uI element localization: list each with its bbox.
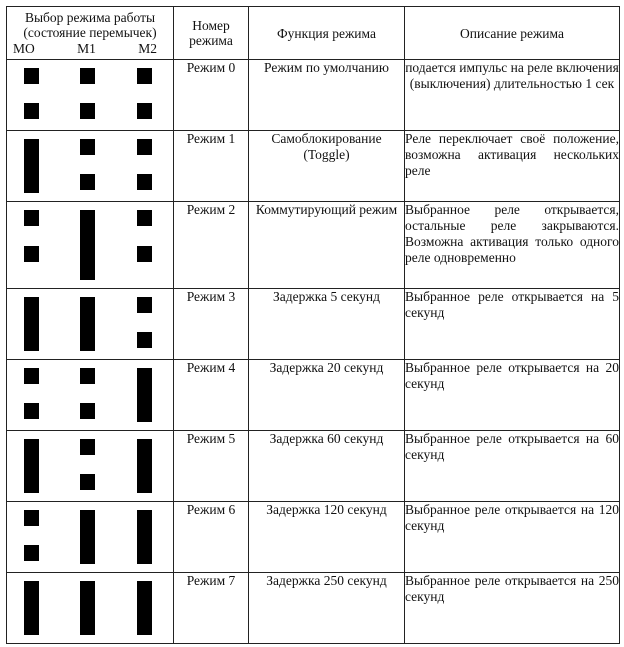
header-jumper-m1: М1	[77, 41, 96, 56]
jumper-open-top-block	[137, 68, 152, 84]
header-description: Описание режима	[405, 7, 620, 60]
jumper-state-cell	[7, 502, 174, 573]
header-function: Функция режима	[249, 7, 405, 60]
table-row	[7, 60, 620, 131]
mode-number-cell: Режим 2	[174, 202, 249, 289]
mode-function-cell: Задержка 5 секунд	[249, 289, 405, 360]
jumper-closed-block	[24, 139, 39, 193]
jumper-open-top-block	[24, 210, 39, 226]
mode-function-cell: Задержка 60 секунд	[249, 431, 405, 502]
jumper-open-top-block	[137, 139, 152, 155]
table-row	[7, 131, 620, 202]
header-jumper-m0: МО	[13, 41, 35, 56]
jumper-open-bottom-block	[137, 246, 152, 262]
jumper-open-bottom-block	[80, 103, 95, 119]
jumper-closed-block	[137, 581, 152, 635]
jumper-closed-block	[80, 581, 95, 635]
mode-function-cell: Самоблокирование (Toggle)	[249, 131, 405, 202]
mode-description-cell: Выбранное реле открывается на 120 секунд	[405, 502, 620, 573]
table-row	[7, 360, 620, 431]
mode-function-cell: Коммутирующий режим	[249, 202, 405, 289]
jumper-state-cell	[7, 60, 174, 131]
table-row	[7, 202, 620, 289]
jumper-closed-block	[24, 581, 39, 635]
jumper-open-bottom-block	[137, 103, 152, 119]
modes-table	[6, 6, 620, 644]
jumper-open-top-block	[137, 297, 152, 313]
mode-number-cell: Режим 3	[174, 289, 249, 360]
mode-description-cell: подается импульс на реле включения (выключения) длительностью 1 сек	[405, 60, 620, 131]
mode-number-cell: Режим 0	[174, 60, 249, 131]
table-row	[7, 573, 620, 644]
header-jumper-m2: М2	[138, 41, 157, 56]
jumper-open-bottom-block	[80, 174, 95, 190]
jumper-closed-block	[137, 368, 152, 422]
jumper-open-top-block	[80, 139, 95, 155]
jumper-closed-block	[80, 510, 95, 564]
header-mode-number: Номер режима	[174, 7, 249, 60]
mode-function-cell: Задержка 120 секунд	[249, 502, 405, 573]
mode-number-cell: Режим 6	[174, 502, 249, 573]
jumper-open-bottom-block	[24, 103, 39, 119]
jumper-open-bottom-block	[24, 545, 39, 561]
table-row	[7, 502, 620, 573]
mode-number-cell: Режим 5	[174, 431, 249, 502]
jumper-open-top-block	[24, 368, 39, 384]
jumper-closed-block	[24, 297, 39, 351]
mode-description-cell: Выбранное реле открывается на 5 секунд	[405, 289, 620, 360]
mode-description-cell: Выбранное реле открывается на 250 секунд	[405, 573, 620, 644]
jumper-open-bottom-block	[80, 403, 95, 419]
jumper-state-cell	[7, 289, 174, 360]
jumper-closed-block	[80, 210, 95, 280]
table-header-row	[7, 7, 620, 60]
jumper-state-cell	[7, 360, 174, 431]
header-jumpers	[7, 7, 174, 60]
jumper-open-bottom-block	[80, 474, 95, 490]
jumper-closed-block	[137, 439, 152, 493]
mode-description-cell: Выбранное реле открывается, остальные реле закрываются. Возможна активация только одного реле одновременно	[405, 202, 620, 289]
table-row	[7, 289, 620, 360]
jumper-open-top-block	[80, 439, 95, 455]
jumper-open-top-block	[137, 210, 152, 226]
header-jumpers-title: Выбор режима работы (состояние перемычек)	[23, 10, 157, 40]
jumper-closed-block	[24, 439, 39, 493]
mode-description-cell: Выбранное реле открывается на 20 секунд	[405, 360, 620, 431]
jumper-open-bottom-block	[24, 246, 39, 262]
mode-description-cell: Реле переключает своё положение, возможна активация нескольких реле	[405, 131, 620, 202]
jumper-open-bottom-block	[24, 403, 39, 419]
jumper-closed-block	[137, 510, 152, 564]
jumper-open-top-block	[24, 68, 39, 84]
mode-number-cell: Режим 4	[174, 360, 249, 431]
mode-function-cell: Режим по умолчанию	[249, 60, 405, 131]
mode-number-cell: Режим 1	[174, 131, 249, 202]
mode-function-cell: Задержка 20 секунд	[249, 360, 405, 431]
jumper-state-cell	[7, 202, 174, 289]
jumper-open-bottom-block	[137, 332, 152, 348]
jumper-state-cell	[7, 431, 174, 502]
jumper-open-bottom-block	[137, 174, 152, 190]
mode-function-cell: Задержка 250 секунд	[249, 573, 405, 644]
jumper-open-top-block	[80, 368, 95, 384]
jumper-state-cell	[7, 573, 174, 644]
jumper-state-cell	[7, 131, 174, 202]
mode-description-cell: Выбранное реле открывается на 60 секунд	[405, 431, 620, 502]
jumper-open-top-block	[24, 510, 39, 526]
table-row	[7, 431, 620, 502]
mode-number-cell: Режим 7	[174, 573, 249, 644]
jumper-open-top-block	[80, 68, 95, 84]
jumper-closed-block	[80, 297, 95, 351]
